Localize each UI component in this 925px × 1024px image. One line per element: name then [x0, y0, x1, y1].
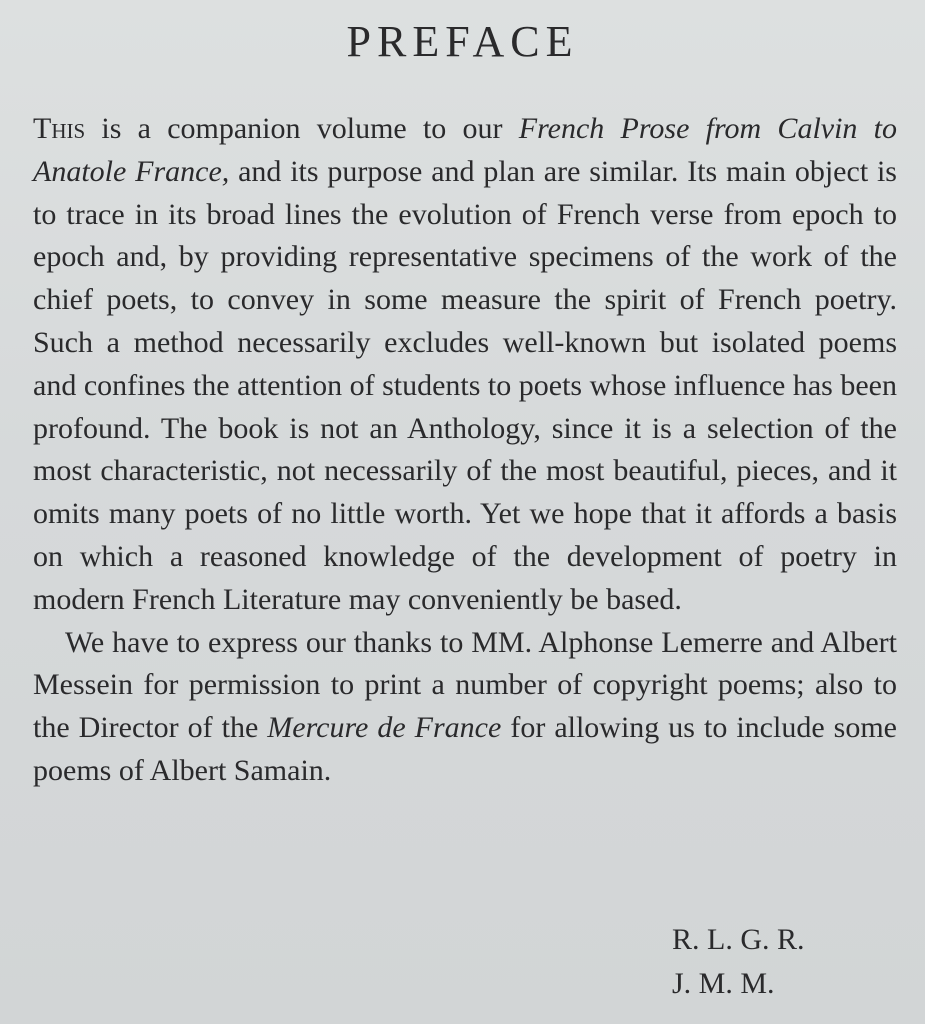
book-title-reference: French Prose from Calvin to Anatole France, — [33, 112, 897, 188]
author-initials: R. L. G. R. — [672, 923, 805, 956]
journal-title-reference: Mercure de France — [267, 711, 502, 745]
author-initials: J. M. M. — [672, 967, 775, 1000]
page-title: PREFACE — [346, 17, 579, 66]
paragraph-lead-word: This — [33, 112, 86, 145]
paragraph-text: is a companion volume to our — [85, 112, 519, 145]
paragraph-text: for allowing us to include some poems of Albert Samain. — [33, 711, 897, 787]
preface-body — [33, 108, 897, 793]
paragraph-text: and its purpose and plan are similar. Its main object is to trace in its broad lines the evolution of French verse from epoch to epoch and, by providing representative specimens of the work of the chief poets, to convey in some measure the spirit of French poetry. Such a method necessarily excludes well-known but isolated poems and confines the attention of students to poets whose influence has been profound. The book is not an Anthology, since it is a selection of the most characteristic, not necessarily of the most beautiful, pieces, and it omits many poets of no little worth. Yet we hope that it affords a basis on which a reasoned knowledge of the development of poetry in modern French Literature may conveniently be based. — [33, 154, 897, 616]
paragraph-purpose — [33, 108, 897, 622]
author-signatures — [672, 918, 805, 1006]
paragraph-text: We have to express our thanks to MM. Alphonse Lemerre and Albert Messein for permission to print a number of copyright poems; also to the Director of the — [33, 625, 897, 745]
paragraph-thanks — [33, 622, 897, 793]
